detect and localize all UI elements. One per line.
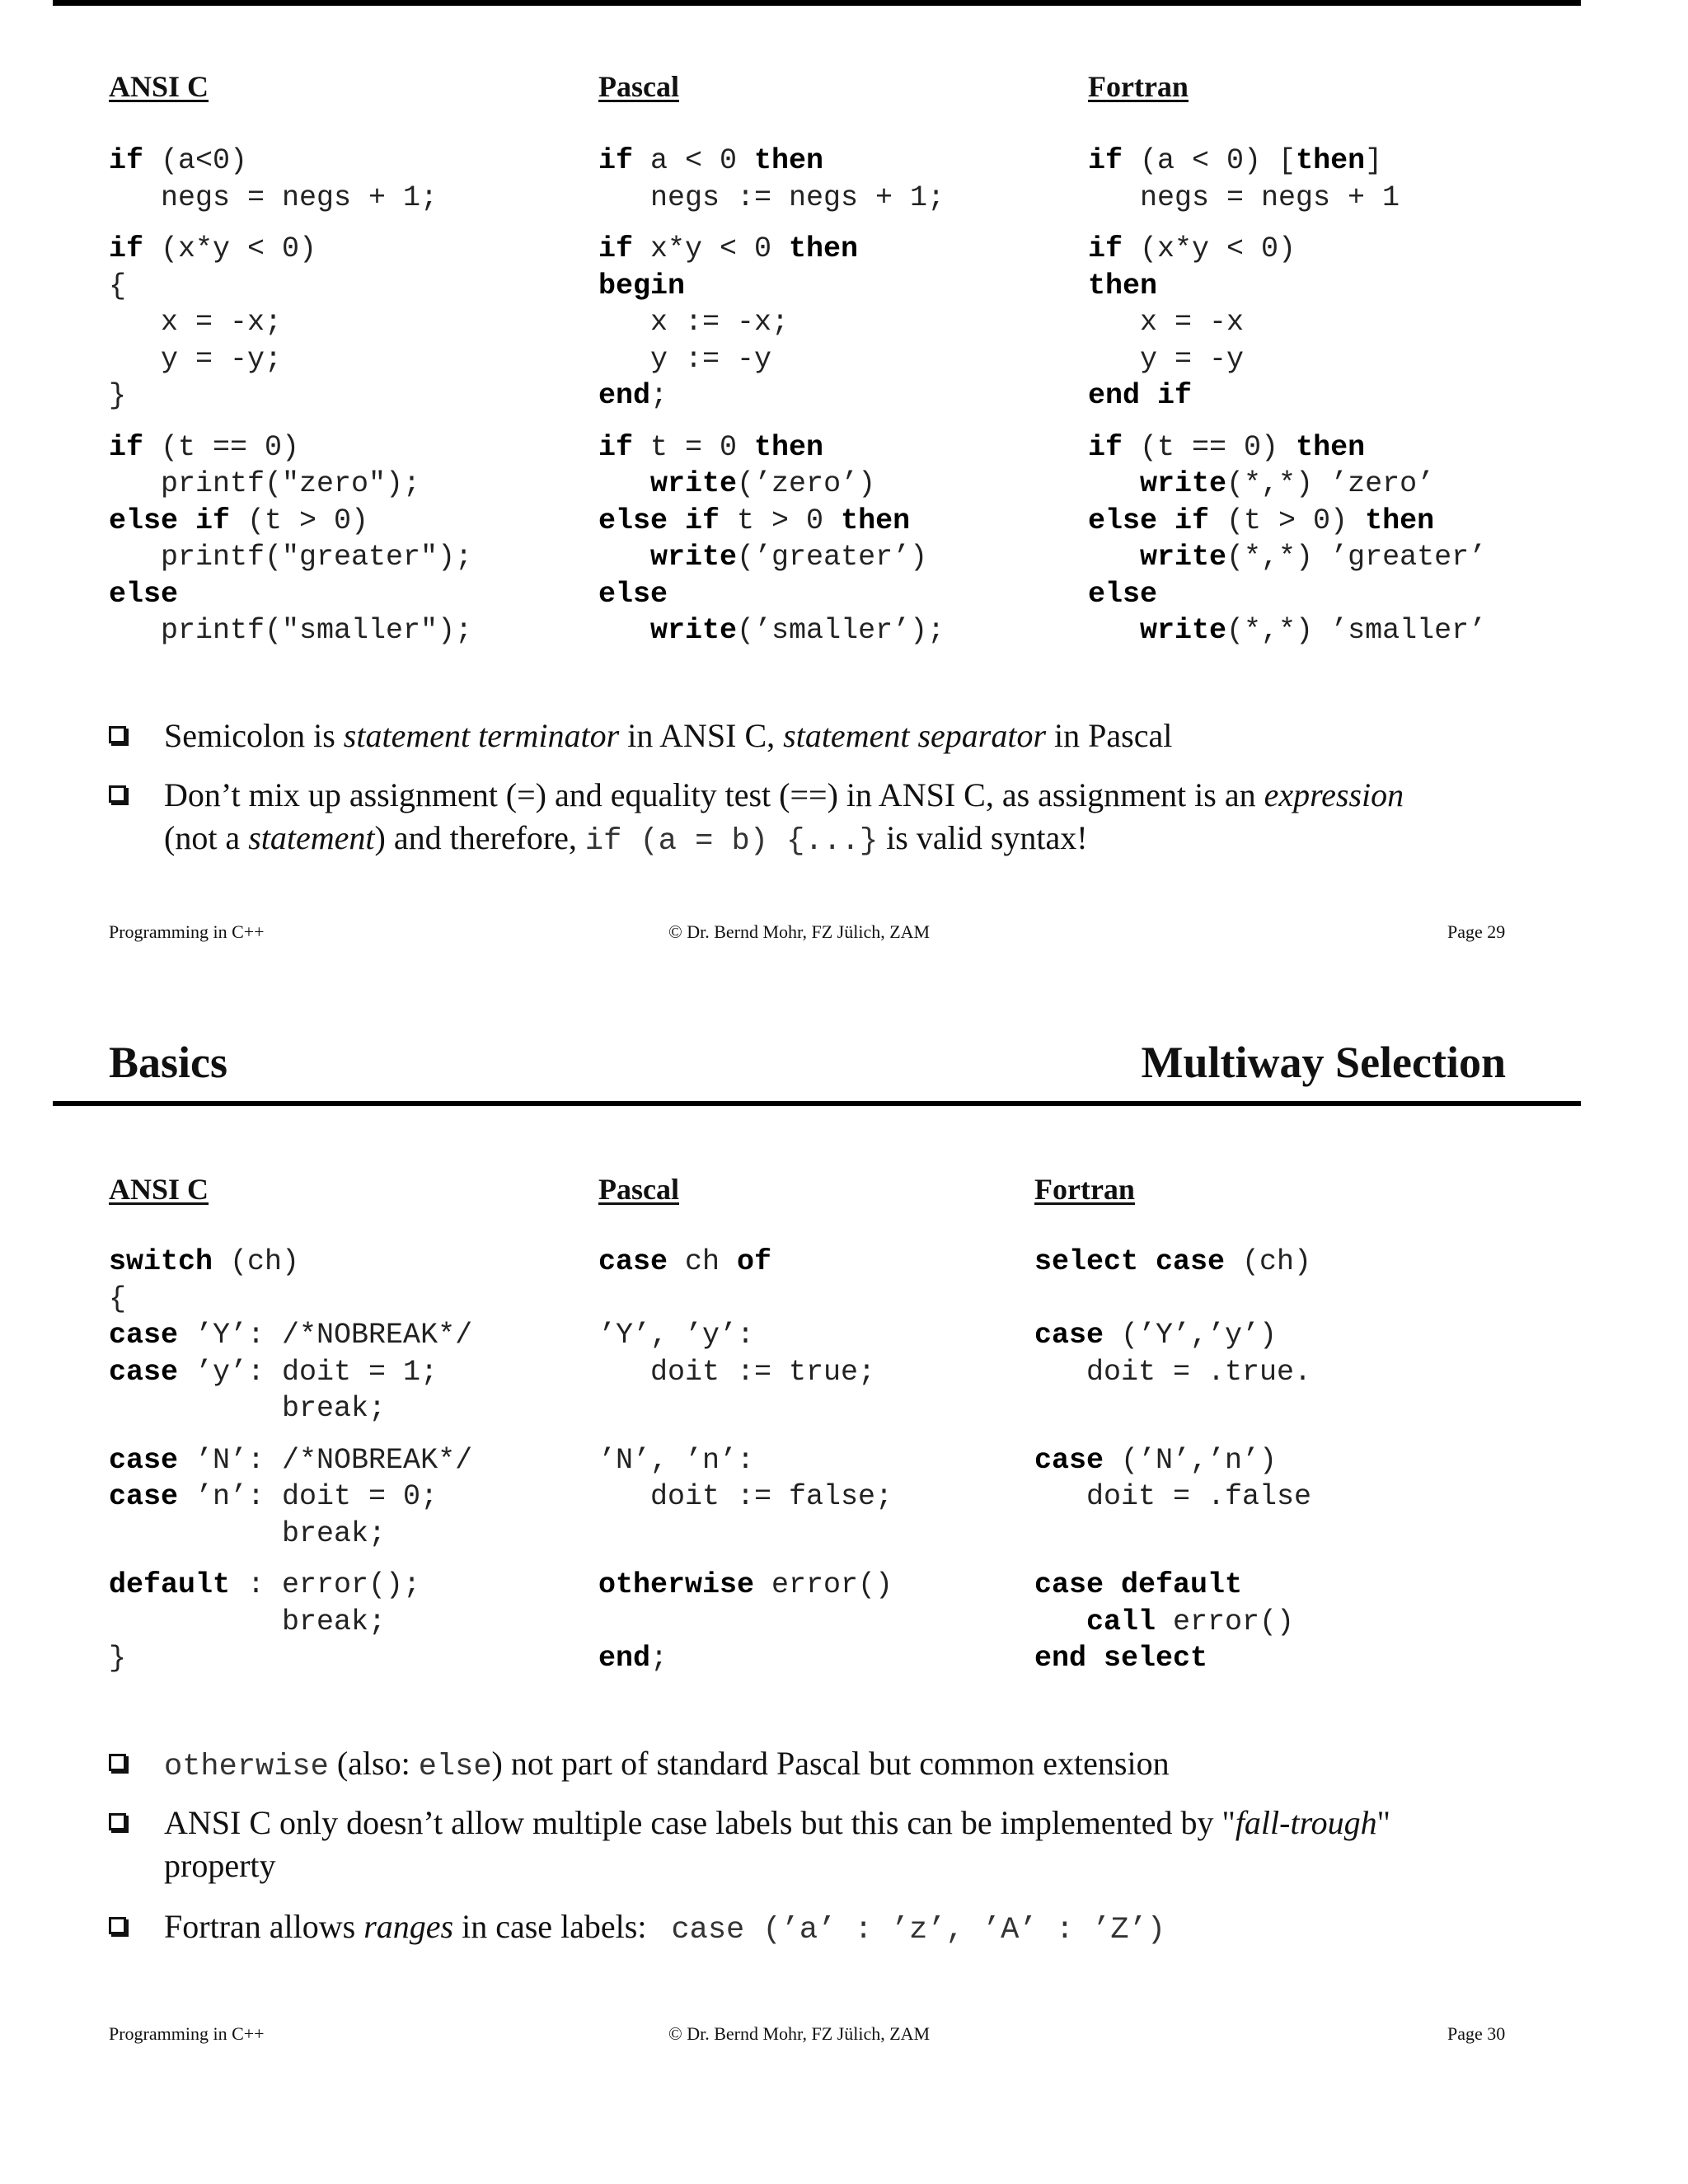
code-line: [1088, 503, 1486, 540]
code-line: [109, 612, 472, 649]
code-line: [109, 304, 472, 341]
code-line: [598, 231, 945, 268]
code-text: [1088, 467, 1140, 500]
code-keyword: switch: [109, 1245, 213, 1278]
code-text: printf("smaller");: [109, 614, 473, 647]
bullet-text: ANSI C only doesn’t allow multiple case labels but this can be implemented by "fall-trough" property: [164, 1804, 1390, 1884]
code-line: [109, 1516, 472, 1553]
code-text: doit := false;: [598, 1480, 893, 1513]
bullet-text: Don’t mix up assignment (=) and equality test (==) in ANSI C, as assignment is an expression (not a statement) and therefore, if (a = b) {...} is valid syntax!: [164, 776, 1404, 859]
code-keyword: then: [1296, 144, 1366, 177]
code-line: [1034, 1640, 1311, 1677]
code-line: [109, 539, 472, 576]
code-text: [598, 1517, 616, 1550]
code-text: ’y’: doit = 1;: [178, 1355, 438, 1389]
checkbox-bullet-icon: [109, 726, 126, 743]
code-keyword: write: [1140, 467, 1227, 500]
code-line: [109, 268, 472, 305]
code-keyword: case: [1034, 1319, 1104, 1352]
code-text: {: [109, 269, 127, 302]
code-keyword: case: [109, 1480, 179, 1513]
footer-center: © Dr. Bernd Mohr, FZ Jülich, ZAM: [668, 2023, 931, 2044]
title-rule: [53, 1101, 1581, 1106]
code-keyword: end: [598, 1642, 651, 1675]
code-keyword: end select: [1034, 1642, 1208, 1675]
code-line: [1088, 576, 1486, 613]
code-text: [1034, 1282, 1052, 1315]
code-text: [1034, 1392, 1052, 1425]
code-text: [598, 1282, 616, 1315]
bullet-item: [109, 1802, 1526, 1887]
code-text: a < 0: [633, 144, 755, 177]
code-line: [109, 1479, 472, 1516]
code-text: negs = negs + 1;: [109, 180, 438, 214]
footer-page-number: Page 30: [1447, 2023, 1506, 2044]
code-line: [109, 1244, 472, 1281]
code-line: [598, 377, 945, 415]
code-text: printf("greater");: [109, 541, 473, 574]
code-keyword: case default: [1034, 1568, 1243, 1601]
code-text: ]: [1365, 144, 1383, 177]
code-line: [1034, 1442, 1311, 1479]
code-text: [1034, 1517, 1052, 1550]
code-keyword: default: [109, 1568, 231, 1601]
code-text: (t == 0): [143, 430, 300, 464]
code-keyword: if: [109, 430, 144, 464]
code-line: [109, 377, 472, 415]
code-keyword: of: [737, 1245, 772, 1278]
code-text: x := -x;: [598, 306, 790, 339]
code-line: [109, 1567, 472, 1604]
code-text: y = -y: [1088, 342, 1245, 376]
code-keyword: otherwise: [598, 1568, 755, 1601]
code-text: ’Y’: /*NOBREAK*/: [178, 1319, 473, 1352]
code-text: (t == 0): [1123, 430, 1296, 464]
code-text: printf("zero");: [109, 467, 421, 500]
code-text: t = 0: [633, 430, 755, 464]
code-keyword: call: [1086, 1605, 1156, 1638]
code-line: [598, 429, 945, 466]
code-line: [1034, 1479, 1311, 1516]
code-text: (t > 0): [1209, 504, 1366, 537]
code-text: break;: [109, 1516, 387, 1550]
code-text: ’n’: doit = 0;: [178, 1480, 438, 1513]
code-block-ansi-c: [109, 1244, 472, 1677]
code-line: [109, 231, 472, 268]
code-keyword: if: [598, 232, 634, 265]
code-keyword: case: [1034, 1443, 1104, 1477]
column-header-ansi-c: ANSI C: [109, 70, 209, 103]
code-text: (*,*) ’smaller’: [1226, 614, 1487, 647]
code-line: [598, 1479, 893, 1516]
code-text: y = -y;: [109, 342, 283, 376]
code-keyword: else if: [1088, 504, 1210, 537]
code-text: [598, 1605, 616, 1638]
code-line: [1034, 1567, 1311, 1604]
code-text: ’N’, ’n’:: [598, 1443, 755, 1477]
code-text: }: [109, 379, 127, 412]
code-line: [109, 429, 472, 466]
code-keyword: else: [109, 577, 179, 611]
code-line: [1088, 268, 1486, 305]
checkbox-bullet-icon: [109, 1754, 126, 1771]
code-line: [1088, 429, 1486, 466]
code-text: doit := true;: [598, 1355, 876, 1389]
code-line: [1034, 1390, 1311, 1427]
code-line: [598, 341, 945, 378]
code-keyword: case: [109, 1355, 179, 1389]
code-keyword: write: [650, 541, 738, 574]
code-line: [109, 1640, 472, 1677]
code-keyword: else: [1088, 577, 1158, 611]
code-keyword: then: [1088, 269, 1158, 302]
code-line: [1034, 1604, 1311, 1641]
code-text: ;: [650, 379, 668, 412]
code-line: [598, 1640, 893, 1677]
code-text: negs := negs + 1;: [598, 180, 945, 214]
footer-left: Programming in C++: [109, 2023, 265, 2044]
code-line: [109, 1604, 472, 1641]
code-line: [598, 1604, 893, 1641]
code-text: negs = negs + 1: [1088, 180, 1400, 214]
code-line: [598, 1516, 893, 1553]
code-line: [598, 1354, 893, 1391]
code-text: ’N’: /*NOBREAK*/: [178, 1443, 473, 1477]
code-text: (a < 0) [: [1123, 144, 1296, 177]
code-line: [598, 576, 945, 613]
code-text: x = -x;: [109, 306, 283, 339]
code-text: {: [109, 1282, 127, 1315]
code-keyword: if: [598, 430, 634, 464]
code-line: [109, 1281, 472, 1318]
code-line: [109, 341, 472, 378]
code-keyword: case: [109, 1443, 179, 1477]
code-text: [598, 541, 650, 574]
code-line: [109, 503, 472, 540]
section-title: Basics: [109, 1038, 228, 1087]
code-keyword: else if: [109, 504, 231, 537]
code-keyword: write: [650, 467, 738, 500]
code-block-fortran: [1034, 1244, 1311, 1677]
code-keyword: then: [1365, 504, 1435, 537]
code-text: error(): [1156, 1605, 1295, 1638]
code-line: [598, 539, 945, 576]
code-line: [1034, 1516, 1311, 1553]
column-header-ansi-c: ANSI C: [109, 1173, 209, 1206]
checkbox-bullet-icon: [109, 785, 126, 803]
bullet-item: [109, 774, 1526, 863]
code-text: doit = .false: [1034, 1480, 1312, 1513]
column-header-pascal: Pascal: [598, 1173, 679, 1206]
code-keyword: else: [598, 577, 668, 611]
code-line: [1088, 612, 1486, 649]
code-keyword: then: [789, 232, 859, 265]
code-line: [1034, 1281, 1311, 1318]
code-text: y := -y: [598, 342, 772, 376]
bullet-text: otherwise (also: else) not part of standard Pascal but common extension: [164, 1745, 1170, 1784]
code-text: ;: [650, 1642, 668, 1675]
code-text: : error();: [230, 1568, 421, 1601]
inline-code: case (’a’ : ’z’, ’A’ : ’Z’): [671, 1913, 1165, 1947]
code-keyword: begin: [598, 269, 686, 302]
code-keyword: end: [598, 379, 651, 412]
code-text: error(): [754, 1568, 893, 1601]
code-text: (’smaller’);: [737, 614, 945, 647]
code-text: }: [109, 1642, 127, 1675]
top-rule: [53, 0, 1581, 6]
code-line: [1088, 341, 1486, 378]
code-line: [109, 143, 472, 180]
inline-code: else: [418, 1750, 492, 1784]
code-text: (’N’,’n’): [1104, 1443, 1278, 1477]
code-keyword: case: [109, 1319, 179, 1352]
footer-left: Programming in C++: [109, 921, 265, 942]
code-line: [1034, 1317, 1311, 1354]
code-line: [1088, 143, 1486, 180]
code-line: [1088, 180, 1486, 217]
inline-code: if (a = b) {...}: [584, 824, 879, 859]
code-text: [598, 1392, 616, 1425]
code-text: [598, 614, 650, 647]
column-header-fortran: Fortran: [1088, 70, 1189, 103]
code-line: [598, 268, 945, 305]
code-line: [109, 180, 472, 217]
code-text: ’Y’, ’y’:: [598, 1319, 755, 1352]
code-text: [1088, 614, 1140, 647]
code-keyword: then: [754, 144, 824, 177]
code-keyword: then: [841, 504, 911, 537]
code-line: [109, 466, 472, 503]
footer-page-number: Page 29: [1447, 921, 1506, 942]
bullet-item: [109, 1905, 1526, 1952]
inline-code: otherwise: [164, 1750, 329, 1784]
code-line: [1088, 377, 1486, 415]
code-text: (t > 0): [230, 504, 369, 537]
code-text: break;: [109, 1605, 387, 1638]
code-text: (’greater’): [737, 541, 928, 574]
code-text: x = -x: [1088, 306, 1245, 339]
code-line: [109, 1354, 472, 1391]
code-keyword: select case: [1034, 1245, 1226, 1278]
code-line: [598, 503, 945, 540]
code-line: [598, 466, 945, 503]
code-text: doit = .true.: [1034, 1355, 1312, 1389]
checkbox-bullet-icon: [109, 1917, 126, 1934]
code-keyword: if: [109, 144, 144, 177]
code-keyword: write: [1140, 541, 1227, 574]
code-line: [1088, 466, 1486, 503]
code-keyword: then: [754, 430, 824, 464]
code-text: (*,*) ’zero’: [1226, 467, 1435, 500]
code-text: x*y < 0: [633, 232, 790, 265]
code-line: [1034, 1244, 1311, 1281]
code-line: [598, 304, 945, 341]
code-line: [598, 1317, 893, 1354]
bullet-text: Fortran allows ranges in case labels: case (’a’ : ’z’, ’A’ : ’Z’): [164, 1908, 1165, 1947]
code-line: [1088, 231, 1486, 268]
code-text: t > 0: [720, 504, 842, 537]
footer-center: © Dr. Bernd Mohr, FZ Jülich, ZAM: [668, 921, 931, 942]
column-header-pascal: Pascal: [598, 70, 679, 103]
code-line: [598, 1567, 893, 1604]
code-line: [1088, 539, 1486, 576]
code-text: (x*y < 0): [143, 232, 317, 265]
code-keyword: if: [109, 232, 144, 265]
code-line: [109, 1390, 472, 1427]
checkbox-bullet-icon: [109, 1813, 126, 1830]
code-text: (a<0): [143, 144, 248, 177]
page-title: Multiway Selection: [1141, 1038, 1506, 1087]
code-line: [598, 180, 945, 217]
code-text: break;: [109, 1392, 387, 1425]
code-text: (’Y’,’y’): [1104, 1319, 1278, 1352]
code-block-pascal: [598, 1244, 893, 1677]
code-line: [109, 1317, 472, 1354]
code-line: [598, 612, 945, 649]
code-keyword: if: [1088, 430, 1123, 464]
code-keyword: end if: [1088, 379, 1193, 412]
code-text: (x*y < 0): [1123, 232, 1296, 265]
bullet-item: [109, 715, 1526, 757]
code-text: ch: [668, 1245, 738, 1278]
code-keyword: if: [1088, 232, 1123, 265]
code-line: [598, 143, 945, 180]
code-keyword: case: [598, 1245, 668, 1278]
code-keyword: if: [1088, 144, 1123, 177]
code-line: [109, 1442, 472, 1479]
code-line: [598, 1281, 893, 1318]
code-text: [1034, 1605, 1086, 1638]
bullet-text: Semicolon is statement terminator in ANSI C, statement separator in Pascal: [164, 717, 1173, 754]
code-text: (*,*) ’greater’: [1226, 541, 1487, 574]
bullet-item: [109, 1742, 1526, 1788]
code-line: [1088, 304, 1486, 341]
code-keyword: else if: [598, 504, 720, 537]
code-keyword: write: [1140, 614, 1227, 647]
code-block-pascal: [598, 143, 945, 649]
code-text: [1088, 541, 1140, 574]
code-keyword: if: [598, 144, 634, 177]
code-line: [598, 1244, 893, 1281]
column-header-fortran: Fortran: [1034, 1173, 1135, 1206]
code-keyword: then: [1296, 430, 1366, 464]
code-text: (’zero’): [737, 467, 876, 500]
code-block-ansi-c: [109, 143, 472, 649]
code-text: (ch): [213, 1245, 300, 1278]
code-text: (ch): [1225, 1245, 1312, 1278]
code-line: [109, 576, 472, 613]
code-line: [598, 1442, 893, 1479]
code-line: [1034, 1354, 1311, 1391]
code-keyword: write: [650, 614, 738, 647]
code-block-fortran: [1088, 143, 1486, 649]
code-text: [598, 467, 650, 500]
code-line: [598, 1390, 893, 1427]
